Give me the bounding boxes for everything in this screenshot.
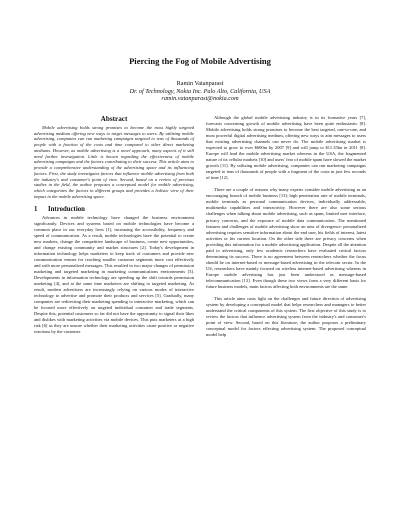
intro-paragraph-4: This article aims casts light on the challenges and future direction of advertising system by developing a conceptual model that helps researchers and managers to better understand the critical components of this system. The first objective of this study is to review the factors that influence advertising system from the industry's and consumer's point of view. Second, based on this literature, the author proposes a preliminary conceptual model for factors effecting advertising system. The proposed conceptual model help: [206, 296, 366, 338]
paper-title: Piercing the Fog of Mobile Advertising: [129, 56, 271, 66]
introduction-heading: [34, 206, 194, 213]
two-column-body: [34, 115, 366, 339]
intro-paragraph-2: Although the global mobile advertising industry is in its formative years [7], forecasts concerning growth of mobile advertising have been quite enthusiastic [8]. Mobile advertising holds strong promises to become the best targeted, one-to-one, and most powerful digital advertising medium, offering new ways to aim messages to users that existing advertising channels can never do. The mobile advertising market is expected to grow to over $600m by 2007 [9] and will jump to $11.35bn in 2011 [8]. Europe will lead the mobile advertising market whereas in the USA, the fragmented nature of its cellular markets [10] and users' fear of mobile spam have slowed the market growth [11]. By utilizing mobile advertising, companies can run marketing campaigns targeted to tens of thousands of people with a fragment of the costs in just few seconds of time [12].: [206, 114, 366, 181]
abstract-heading: Abstract: [100, 114, 128, 123]
intro-paragraph-3: There are a couple of reasons why many experts consider mobile advertising as an encouraging branch of mobile business [13]: high penetration rate of mobile terminals, mobile terminals as personal communication devices, individually addressable, multimedia capabilities and interactivity. However there are also some serious challenges when talking about mobile advertising, such as spam, limited user interface, privacy concerns, and the exposure of mobile data communication. The mentioned features and challenges of mobile advertising show an area of divergence: personalized advertising requires sensitive information about the end user, his fields of interest, latest activities or his current location. On the other side there are privacy concerns when providing this information for a mobile advertising application. Despite all the attention paid to advertising, only few academic researchers have evaluated critical factors determining its success. There is no agreement between researchers whether the focus should be on internet-based or message-based advertising in the telecom sector. In the US, researchers have mainly focused on wireless internet-based advertising whereas in Europe mobile advertising has just been understood as message-based telecommunication [13]. Even though these two views form a very different basis for future business models, main factors affecting both environments are the same.: [206, 187, 366, 290]
abstract-text: Mobile advertising holds strong promises to become the most highly targeted advertising medium offering new ways to target messages to users. By utilizing mobile advertising, companies can run marketing campaigns targeted to tens of thousands of people with a fraction of the costs and time compared to other direct marketing mediums. However, as mobile advertising is a novel approach, many aspects of it still need further investigation. Little is known regarding the effectiveness of mobile advertising campaigns and the factors contributing to their success. This article aims to provide a comprehensive understanding of the advertising space and its influencing factors. First, the study investigates factors that influence mobile advertising from both the industry's and consumer's point of view. Second, based on a review of previous studies in the field, the author proposes a conceptual model for mobile advertising, which categorizes the factors in different groups and provides a holistic view of their impact in the mobile advertising space.: [34, 124, 194, 199]
author-block: [34, 80, 366, 103]
section-title: Introduction: [48, 205, 85, 213]
intro-paragraph-1: Advances in mobile technology have changed the business environment significantly. Devices and systems based on mobile technologies have become a common place in our everyday lives [1], increasing the accessibility, frequency and speed of communication. As a result, mobile technologies have the potential to create new markets, change the competitive landscape of business, create new opportunities, and change existing community and market structures [2]. Today's development in information technology helps marketers to keep track of customers and provide new communication venues for reaching smaller customer segments more cost effectively and with more personalized messages. This resulted in two major changes of permission marketing and targeted marketing in marketing communications environments [3]. Developments in information technology are speeding up the shift towards permission marketing [4], and at the same time marketers are shifting to targeted marketing. As result, modern advertisers are increasingly relying on various modes of interactive technology to advertise and promote their products and services [5]. Gradually, many companies are redirecting their marketing spending to interactive marketing, which can be focused more effectively on targeted individual consumer and trade segments. Despite this, potential customers so far did not have the opportunity to signal their likes and dislikes with marketing activities via mobile devices. This puts marketers at a high risk [6] as they are unsure whether their marketing activities cause positive or negative reactions by the customer.: [34, 214, 194, 335]
author-affiliation: Dr. of Technology, Nokia Inc. Palo Alto, California, USA: [129, 87, 271, 95]
left-column: [34, 115, 194, 339]
author-email: ramin.vatanparast@nokia.com: [161, 95, 239, 103]
author-name: Ramin Vatanparast: [176, 80, 224, 87]
section-number: 1: [34, 205, 38, 213]
right-column: [206, 115, 366, 339]
